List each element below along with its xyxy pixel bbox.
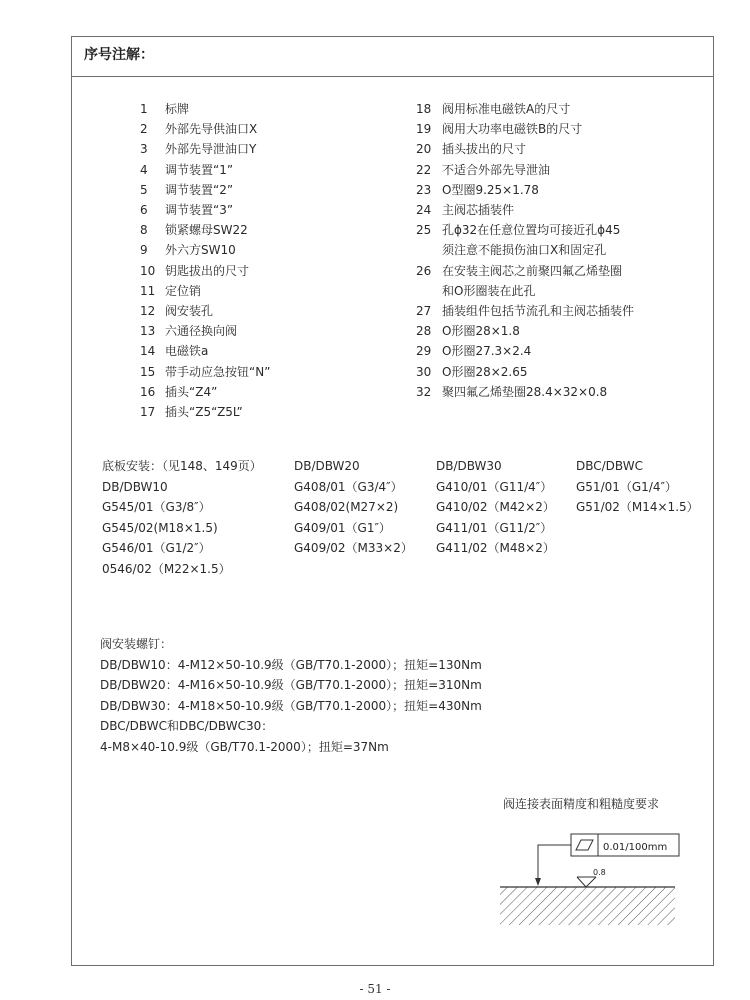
base-plate-col-3 — [436, 456, 555, 559]
base-plate-line: 0546/02（M22×1.5） — [102, 561, 231, 576]
legend-item — [140, 139, 270, 159]
leader-arrow — [535, 878, 541, 886]
legend-item — [140, 220, 270, 240]
legend-item — [416, 261, 634, 281]
screws-line: DBC/DBWC和DBC/DBWC30： — [100, 719, 274, 734]
legend-item-number: 12 — [140, 304, 156, 319]
legend-item-text: 插头拔出的尺寸 — [442, 142, 527, 157]
legend-item-text: 外部先导泄油口Y — [165, 142, 257, 157]
legend-item — [140, 382, 270, 402]
legend-item-number: 20 — [416, 142, 432, 157]
base-plate-line: G545/02(M18×1.5) — [102, 520, 218, 535]
legend-item-number: 15 — [140, 364, 156, 379]
legend-item-text: 标牌 — [165, 102, 190, 116]
page-title: 序号注解： — [84, 47, 154, 63]
legend-item-text: 钥匙拔出的尺寸 — [165, 263, 250, 278]
legend-item — [416, 139, 634, 159]
base-plate-line: G546/01（G1/2″） — [102, 541, 211, 556]
legend-item-text: 锁紧螺母SW22 — [165, 223, 248, 238]
legend-item-text: 电磁铁a — [165, 344, 209, 359]
base-plate-line: G409/01（G1″） — [294, 520, 391, 535]
legend-item — [416, 200, 634, 220]
legend-item-number: 26 — [416, 263, 432, 278]
legend-item-number: 5 — [140, 182, 148, 197]
screws-heading: 阀安装螺钉： — [100, 637, 173, 651]
legend-item-number: 16 — [140, 384, 156, 399]
legend-item-number: 23 — [416, 182, 432, 197]
legend-item-number: 14 — [140, 344, 156, 359]
legend-item — [140, 99, 270, 119]
legend-item — [140, 180, 270, 200]
legend-item-number: 24 — [416, 203, 432, 218]
legend-item — [416, 301, 634, 321]
legend-item — [140, 341, 270, 361]
legend-item-text: 阀用标准电磁铁A的尺寸 — [442, 102, 571, 116]
legend-item — [416, 99, 634, 119]
base-plate-line: G410/01（G11/4″） — [436, 479, 553, 494]
legend-item-number: 30 — [416, 364, 432, 379]
legend-item-number: 8 — [140, 223, 148, 238]
legend-item-number: 27 — [416, 304, 432, 319]
legend-item — [416, 382, 634, 402]
legend-item-number: 18 — [416, 102, 432, 116]
legend-item-text: O形圈27.3×2.4 — [442, 344, 532, 359]
legend-item-text: 调节装置“2” — [165, 182, 234, 197]
legend-item-text: 外六方SW10 — [165, 243, 236, 258]
legend-item-text: 插装组件包括节流孔和主阀芯插装件 — [442, 304, 635, 319]
legend-list-right — [416, 99, 634, 402]
flatness-icon — [576, 840, 593, 850]
legend-item-text: 聚四氟乙烯垫圈28.4×32×0.8 — [442, 384, 608, 399]
screws-line: DB/DBW30：4-M18×50-10.9级（GB/T70.1-2000）；扭矩=430Nm — [100, 698, 482, 713]
legend-item-text: O型圈9.25×1.78 — [442, 182, 539, 197]
legend-item-number: 17 — [140, 405, 156, 420]
legend-item-number: 32 — [416, 384, 432, 399]
legend-item-text: 六通径换向阀 — [165, 324, 238, 339]
legend-item — [416, 321, 634, 341]
legend-item-text: O形圈28×2.65 — [442, 364, 528, 379]
base-plate-line: G408/02(M27×2) — [294, 500, 399, 515]
legend-item — [140, 119, 270, 139]
legend-item-text: 调节装置“1” — [165, 162, 234, 177]
legend-item-number: 19 — [416, 122, 432, 137]
legend-item — [140, 261, 270, 281]
legend-item — [140, 281, 270, 301]
legend-item-text: 插头“Z4” — [165, 384, 218, 399]
mounting-screws-section — [100, 634, 482, 758]
base-plate-line: G410/02（M42×2） — [436, 500, 555, 515]
legend-item-continuation: 须注意不能损伤油口X和固定孔 — [442, 243, 607, 258]
base-plate-col-1 — [102, 456, 262, 580]
legend-item-text: 定位销 — [165, 283, 202, 298]
screws-line: DB/DBW10：4-M12×50-10.9级（GB/T70.1-2000）；扭矩=130Nm — [100, 657, 482, 672]
legend-item — [416, 362, 634, 382]
base-plate-line: DB/DBW20 — [294, 459, 360, 473]
base-plate-line: G51/02（M14×1.5） — [576, 500, 699, 515]
base-plate-line: G545/01（G3/8″） — [102, 500, 211, 515]
page-number: - 51 - — [359, 982, 391, 996]
legend-item-number: 28 — [416, 324, 432, 339]
legend-item — [416, 160, 634, 180]
legend-item-text: 调节装置“3” — [165, 203, 234, 218]
legend-item-text: 在安装主阀芯之前聚四氟乙烯垫圈 — [442, 263, 623, 278]
legend-item-text: 阀用大功率电磁铁B的尺寸 — [442, 122, 583, 137]
base-plate-line: G411/01（G11/2″） — [436, 520, 553, 535]
legend-item-text: 外部先导供油口X — [165, 122, 258, 137]
screws-line: 4-M8×40-10.9级（GB/T70.1-2000）；扭矩=37Nm — [100, 739, 389, 754]
roughness-symbol — [577, 877, 596, 887]
base-plate-line: G411/02（M48×2） — [436, 541, 555, 556]
legend-item-text: O形圈28×1.8 — [442, 324, 520, 339]
base-plate-line: G409/02（M33×2） — [294, 541, 413, 556]
legend-item-number: 29 — [416, 344, 432, 359]
legend-item — [416, 341, 634, 361]
base-plate-line: G51/01（G1/4″） — [576, 479, 677, 494]
flatness-value: 0.01/100mm — [603, 842, 668, 853]
leader-line — [538, 845, 571, 884]
legend-item — [416, 119, 634, 139]
legend-item-number: 13 — [140, 324, 156, 339]
legend-item-number: 6 — [140, 203, 148, 218]
screws-line: DB/DBW20：4-M16×50-10.9级（GB/T70.1-2000）；扭矩=310Nm — [100, 678, 482, 693]
legend-item-text: 插头“Z5“Z5L” — [165, 405, 243, 420]
legend-item-text: 主阀芯插装件 — [442, 203, 515, 218]
surface-requirement-label: 阀连接表面精度和粗糙度要求 — [503, 797, 660, 811]
legend-item-text: 孔ϕ32在任意位置均可接近孔ϕ45 — [442, 223, 621, 238]
legend-item-number: 4 — [140, 162, 148, 177]
base-plate-line: DB/DBW10 — [102, 479, 168, 494]
legend-item — [140, 301, 270, 321]
legend-item-number: 9 — [140, 243, 148, 258]
header-divider — [71, 76, 714, 77]
legend-item-number: 25 — [416, 223, 432, 238]
legend-item — [140, 240, 270, 260]
legend-item — [140, 200, 270, 220]
legend-item — [140, 321, 270, 341]
legend-item-text: 不适合外部先导泄油 — [442, 162, 551, 177]
legend-item-text: 阀安装孔 — [165, 304, 214, 319]
legend-item-number: 3 — [140, 142, 148, 157]
legend-item — [416, 180, 634, 200]
legend-item-number: 1 — [140, 102, 148, 116]
legend-item-number: 22 — [416, 162, 432, 177]
base-plate-line: DB/DBW30 — [436, 459, 502, 473]
legend-list-left — [140, 99, 270, 422]
roughness-value: 0.8 — [593, 868, 606, 877]
legend-item-number: 2 — [140, 122, 148, 137]
base-plate-line: G408/01（G3/4″） — [294, 479, 403, 494]
legend-item-number: 10 — [140, 263, 156, 278]
legend-item — [140, 402, 270, 422]
legend-item-number: 11 — [140, 283, 156, 298]
base-plate-col-2 — [294, 456, 413, 559]
hatched-surface — [500, 887, 675, 925]
legend-item-continuation: 和O形圈装在此孔 — [442, 283, 536, 298]
legend-item — [416, 220, 634, 240]
legend-item-text: 带手动应急按钮“N” — [165, 364, 271, 379]
base-plate-line: 底板安装：（见148、149页） — [102, 459, 262, 473]
base-plate-line: DBC/DBWC — [576, 459, 643, 473]
legend-item — [140, 362, 270, 382]
base-plate-col-4 — [576, 456, 699, 518]
legend-item — [140, 160, 270, 180]
surface-tolerance-diagram — [495, 820, 680, 935]
